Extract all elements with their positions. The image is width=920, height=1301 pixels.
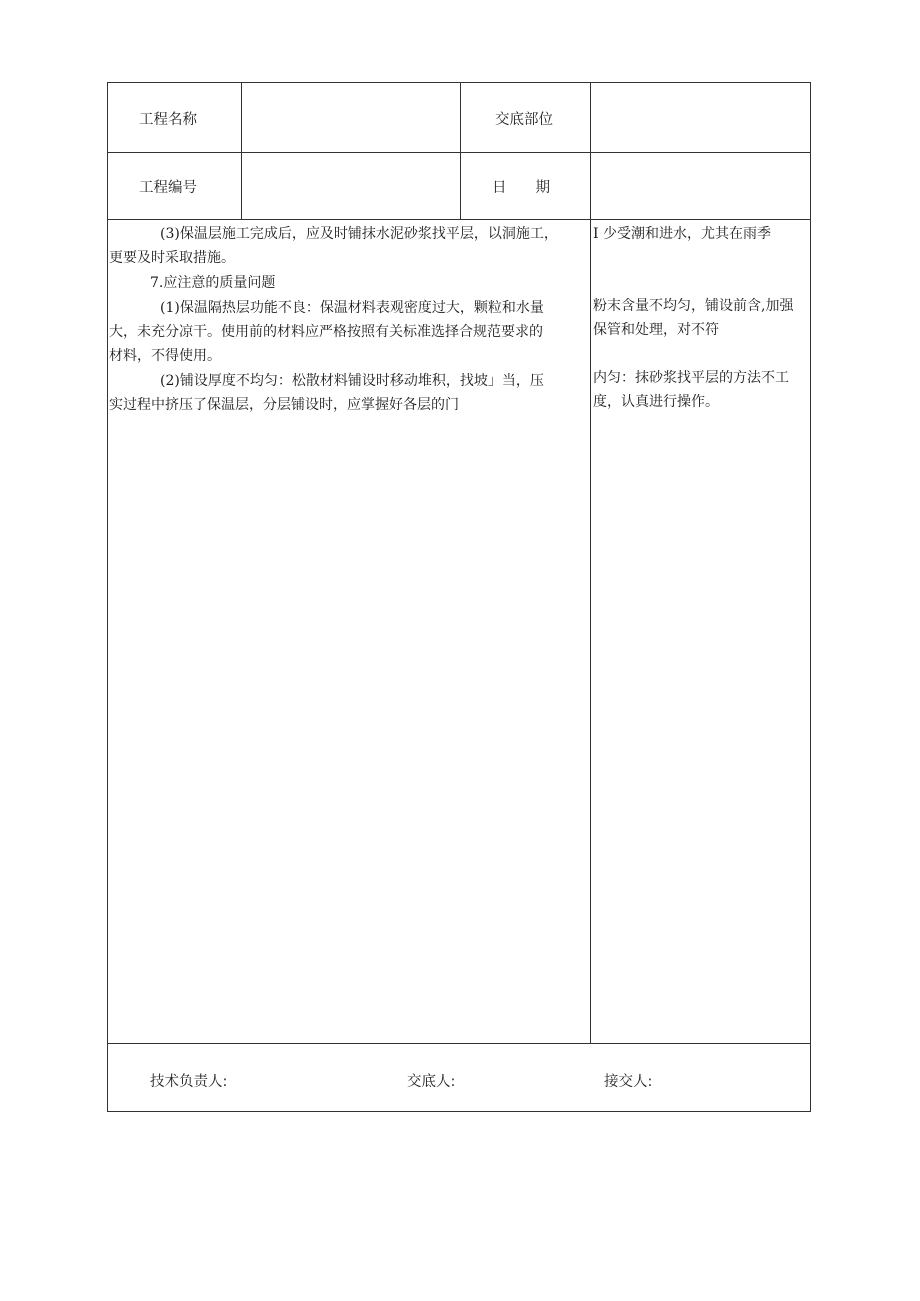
right-content-line: 内匀：抹砂浆找平层的方法不工: [593, 370, 789, 386]
content-line: (2)铺设厚度不均匀：松散材料铺设时移动堆积，找坡」当，压: [160, 373, 544, 389]
section-heading: 7.应注意的质量问题: [150, 275, 276, 291]
right-content-line: 保管和处理，对不符: [593, 322, 719, 338]
right-content-line: I 少受潮和进水，尤其在雨季: [593, 226, 771, 242]
discloser-signature-label: 交底人:: [407, 1074, 456, 1090]
row-divider-3: [108, 1043, 810, 1044]
receiver-signature-label: 接交人:: [604, 1074, 653, 1090]
content-line: 实过程中挤压了保温层，分层铺设时，应掌握好各层的门: [109, 397, 459, 413]
date-label: 日 期: [492, 180, 550, 196]
tech-lead-signature-label: 技术负责人:: [150, 1074, 228, 1090]
col-divider-2: [460, 83, 461, 219]
right-content-line: 度，认真进行操作。: [593, 394, 719, 410]
handover-form-table: [107, 82, 811, 1112]
content-line: (1)保温隔热层功能不良：保温材料表观密度过大，颗粒和水量: [160, 300, 544, 316]
col-divider-1: [241, 83, 242, 219]
content-line: 大，未充分凉干。使用前的材料应严格按照有关标准选择合规范要求的: [109, 324, 543, 340]
content-line: 更要及时采取措施。: [109, 250, 235, 266]
project-name-label: 工程名称: [139, 112, 197, 128]
row-divider-2: [108, 219, 810, 220]
project-no-label: 工程编号: [139, 180, 197, 196]
content-line: 材料，不得使用。: [109, 348, 221, 364]
row-divider-1: [108, 152, 810, 153]
right-content-line: 粉末含量不均匀，铺设前含,加强: [593, 298, 794, 314]
handover-part-label: 交底部位: [495, 112, 553, 128]
col-divider-3: [590, 83, 591, 1043]
content-line: (3)保温层施工完成后，应及时铺抹水泥砂浆找平层，以洞施工，: [160, 226, 558, 242]
